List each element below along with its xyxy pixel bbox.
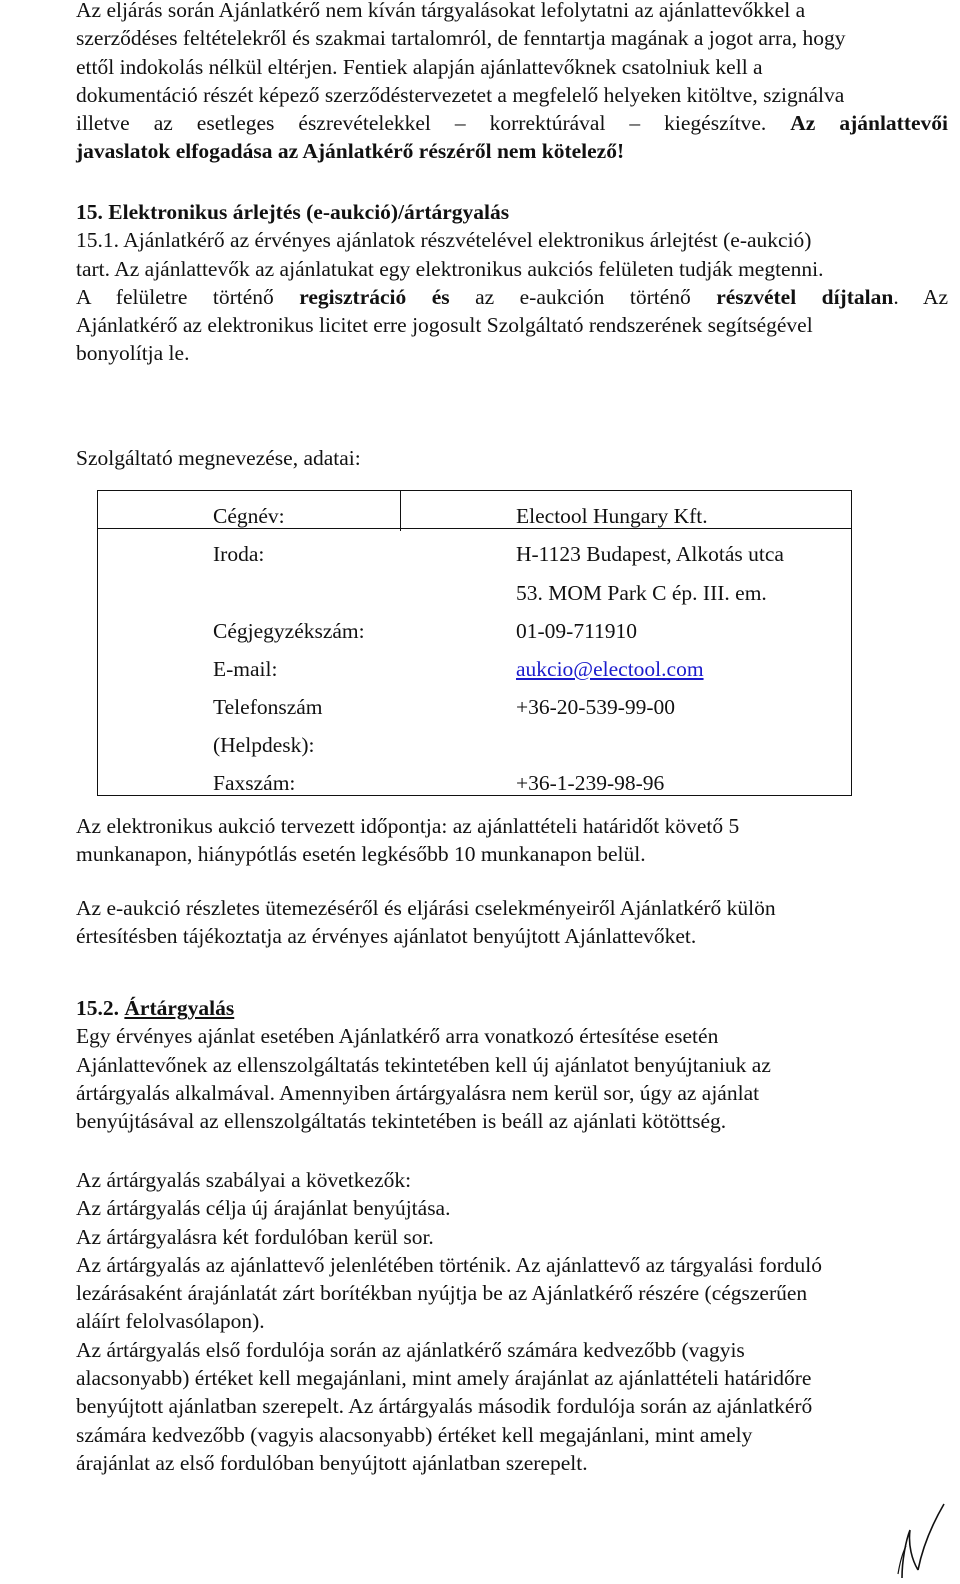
provider-title-text: Szolgáltató megnevezése, adatai: xyxy=(76,446,361,470)
provider-title xyxy=(76,444,948,472)
table-label: E-mail: xyxy=(213,657,278,681)
text-span: az e-aukción történő xyxy=(475,284,691,309)
paragraph-line: Egy érvényes ajánlat esetében Ajánlatkérő arra vonatkozó értesítése esetén xyxy=(76,1024,719,1049)
bold-span: részvétel díjtalan xyxy=(716,284,894,309)
paragraph-line: Az e-aukció részletes ütemezéséről és eljárási cselekményeiről Ajánlatkérő külön xyxy=(76,896,776,920)
section-15-line: tart. Az ajánlattevők az ajánlatukat egy elektronikus aukciós felületen tudják megtenni. xyxy=(76,256,824,281)
intro-line-text: illetve az esetleges észrevételekkel – korrektúrával – kiegészítve. xyxy=(76,111,767,136)
rules-line: alacsonyabb) értéket kell megajánlani, mint amely árajánlat az ajánlattételi határidőre xyxy=(76,1366,812,1391)
table-divider xyxy=(400,491,401,531)
rules-line: Az ártárgyalás első fordulója során az ajánlatkérő számára kedvezőbb (vagyis xyxy=(76,1337,745,1362)
intro-line: dokumentáció részét képező szerződéstervezetet a megfelelő helyeken kitöltve, szignálva xyxy=(76,82,845,107)
table-label: Cégjegyzékszám: xyxy=(213,619,365,643)
table-label: Telefonszám xyxy=(213,695,323,719)
paragraph-line: ártárgyalás alkalmával. Amennyiben ártárgyalásra nem kerül sor, úgy az ajánlat xyxy=(76,1080,760,1105)
intro-bold-line: javaslatok elfogadása az Ajánlatkérő részéről nem kötelező! xyxy=(76,139,625,164)
table-label: (Helpdesk): xyxy=(213,733,315,757)
intro-bold-tail: Az ajánlattevői xyxy=(790,111,949,136)
rules-section xyxy=(76,1166,948,1477)
section-15-line: bonyolítja le. xyxy=(76,341,190,366)
heading-number: 15.2. xyxy=(76,996,119,1020)
paragraph-line: Az elektronikus aukció tervezett időpontja: az ajánlattételi határidőt követő 5 xyxy=(76,814,740,838)
auction-time-paragraph xyxy=(76,812,948,869)
table-value: H-1123 Budapest, Alkotás utca xyxy=(516,542,784,566)
table-value: Electool Hungary Kft. xyxy=(516,504,708,528)
table-label: Faxszám: xyxy=(213,771,296,795)
table-value: +36-1-239-98-96 xyxy=(516,771,665,795)
section-15 xyxy=(76,198,948,368)
intro-line: Az eljárás során Ajánlatkérő nem kíván tárgyalásokat lefolytatni az ajánlattevőkkel a xyxy=(76,0,806,22)
intro-line: ettől indokolás nélkül eltérjen. Fentiek alapján ajánlattevőknek csatolniuk kell a xyxy=(76,54,763,79)
table-value: 01-09-711910 xyxy=(516,619,638,643)
intro-line xyxy=(76,109,948,137)
paragraph-line: értesítésben tájékoztatja az érvényes ajánlatot benyújtott Ajánlattevőket. xyxy=(76,924,697,949)
rules-line: számára kedvezőbb (vagyis alacsonyabb) értéket kell megajánlani, mint amely xyxy=(76,1422,753,1447)
table-label: Cégnév: xyxy=(213,504,285,528)
heading-text: Ártárgyalás xyxy=(124,996,235,1020)
section-15-line xyxy=(76,283,948,311)
bold-span: regisztráció és xyxy=(299,284,450,309)
text-span: A felületre történő xyxy=(76,284,274,309)
rules-line: Az ártárgyalás célja új árajánlat benyújtása. xyxy=(76,1196,451,1221)
rules-line: benyújtott ajánlatban szerepelt. Az ártárgyalás második fordulója során az ajánlatkérő xyxy=(76,1394,813,1419)
section-15-line: 15.1. Ajánlatkérő az érvényes ajánlatok részvételével elektronikus árlejtést (e-aukció) xyxy=(76,228,812,253)
table-divider xyxy=(98,528,851,529)
rules-line: Az ártárgyalásra két fordulóban kerül sor. xyxy=(76,1224,434,1249)
intro-paragraph xyxy=(76,0,948,166)
paragraph-line: Ajánlattevőnek az ellenszolgáltatás tekintetében kell új ajánlatot benyújtaniuk az xyxy=(76,1052,771,1077)
paragraph-line: munkanapon, hiánypótlás esetén legkésőbb 10 munkanapon belül. xyxy=(76,842,646,867)
rules-line: lezárásaként árajánlatát zárt borítékban nyújtja be az Ajánlatkérő részére (cégszerűen xyxy=(76,1281,808,1306)
email-link[interactable]: aukcio@electool.com xyxy=(516,657,704,681)
rules-line: Az ártárgyalás az ajánlattevő jelenlétében történik. Az ajánlattevő az tárgyalási forduló xyxy=(76,1252,823,1277)
table-value: 53. MOM Park C ép. III. em. xyxy=(516,581,767,605)
section-15-line: Ajánlatkérő az elektronikus licitet erre jogosult Szolgáltató rendszerének segítségével xyxy=(76,313,813,338)
section-15-heading: 15. Elektronikus árlejtés (e-aukció)/ártárgyalás xyxy=(76,200,510,224)
section-15-2 xyxy=(76,994,948,1135)
rules-line: árajánlat az első fordulóban benyújtott ajánlatban szerepelt. xyxy=(76,1450,588,1475)
table-label: Iroda: xyxy=(213,542,265,566)
table-value: +36-20-539-99-00 xyxy=(516,695,676,719)
signature-mark xyxy=(888,1500,948,1580)
text-span: . Az xyxy=(893,284,949,309)
auction-schedule-paragraph xyxy=(76,894,948,951)
rules-line: Az ártárgyalás szabályai a következők: xyxy=(76,1168,412,1192)
section-15-2-heading xyxy=(76,994,948,1022)
paragraph-line: benyújtásával az ellenszolgáltatás tekintetében is beáll az ajánlati kötöttség. xyxy=(76,1109,727,1134)
provider-table xyxy=(97,490,852,796)
rules-line: aláírt felolvasólapon). xyxy=(76,1309,265,1334)
intro-line: szerződéses feltételekről és szakmai tartalomról, de fenntartja magának a jogot arra, hogy xyxy=(76,26,846,51)
